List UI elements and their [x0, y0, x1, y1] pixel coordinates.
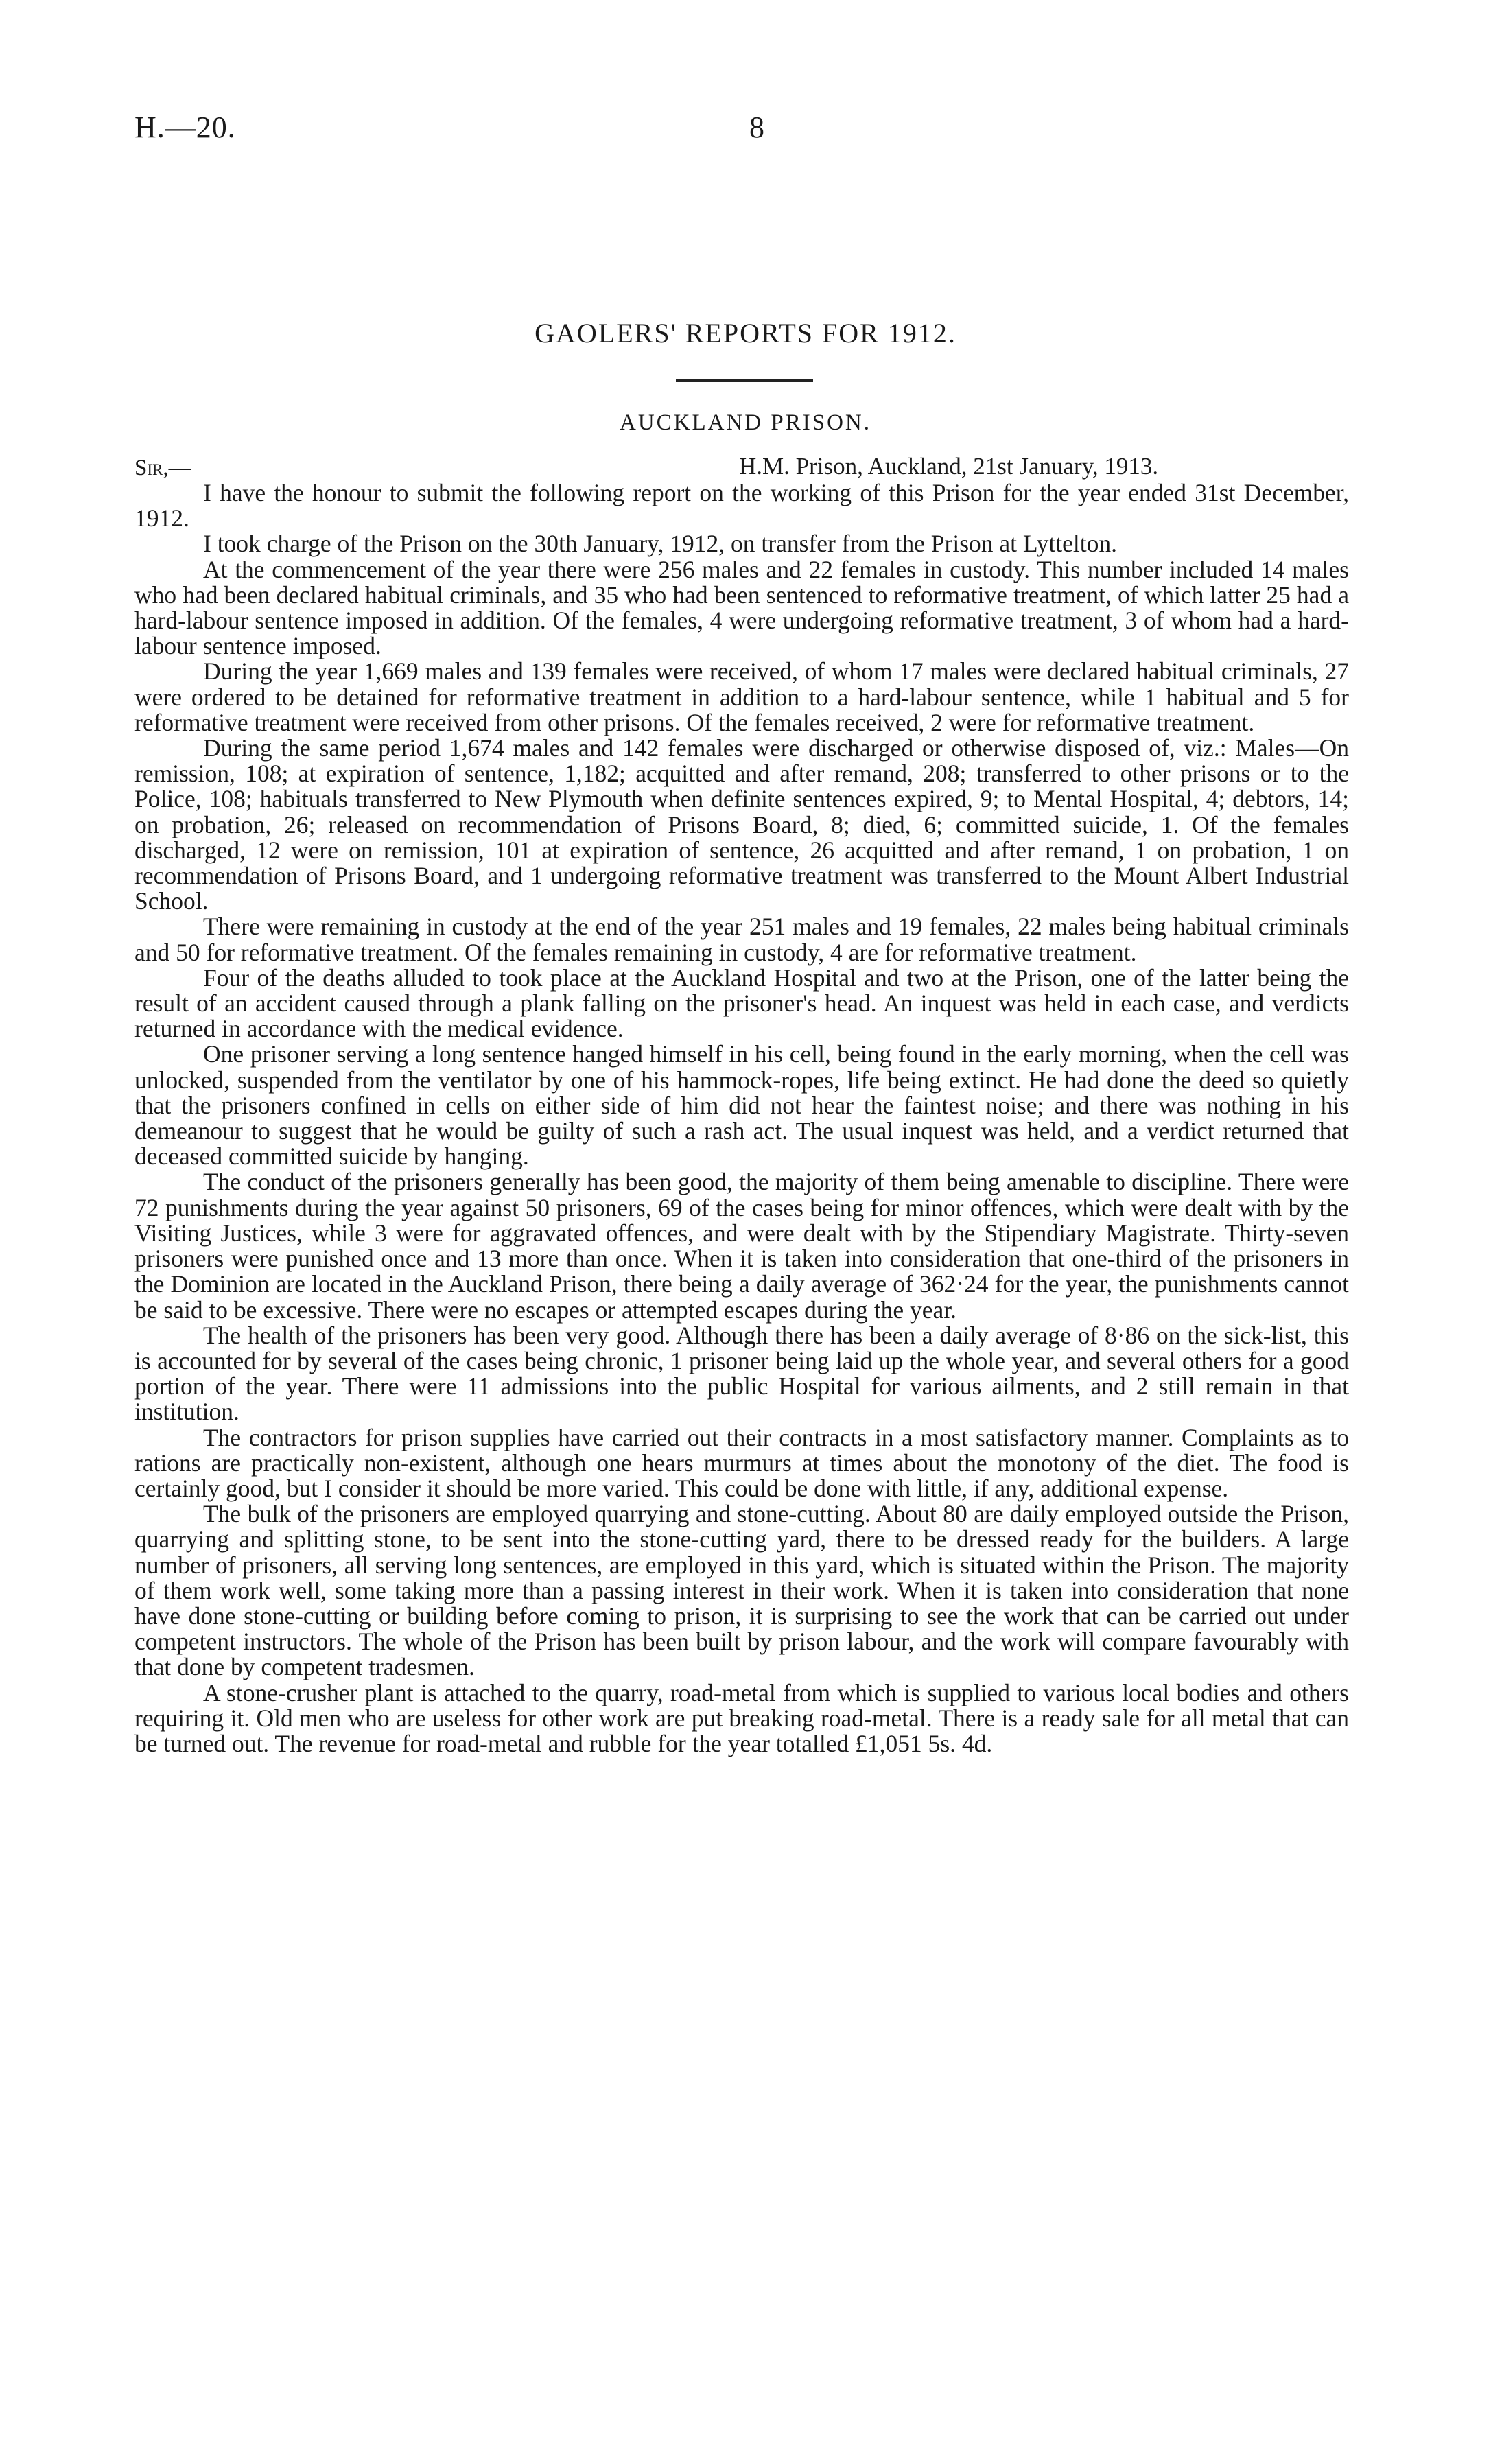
letter-salutation: Sir,— [134, 456, 191, 480]
paragraph: The conduct of the prisoners generally has been good, the majority of them being amenable to discipline. There were 72 punishments during the year against 50 prisoners, 69 of the cases being for minor offences, which were dealt with by the Visiting Justices, while 3 were for aggravated offences, and were dealt with by the Stipendiary Magistrate. Thirty-seven prisoners were punished once and 13 more than once. When it is taken into consideration that one-third of the prisoners in the Dominion are located in the Auckland Prison, there being a daily average of 362·24 for the year, the punishments cannot be said to be excessive. There were no escapes or attempted escapes during the year. [134, 1168, 1349, 1324]
letter-dateline: H.M. Prison, Auckland, 21st January, 1913. [739, 453, 1159, 480]
report-body [134, 480, 1349, 1757]
report-title: GAOLERS' REPORTS FOR 1912. [535, 318, 956, 349]
paragraph: One prisoner serving a long sentence hanged himself in his cell, being found in the early morning, when the cell was unlocked, suspended from the ventilator by one of his hammock-ropes, life being extinct. He had done the deed so quietly that the prisoners confined in cells on either side of him did not hear the faintest noise; and there was nothing in his demeanour to suggest that he would be guilty of such a rash act. The usual inquest was held, and a verdict returned that deceased committed suicide by hanging. [134, 1040, 1349, 1171]
paragraph: During the year 1,669 males and 139 females were received, of whom 17 males were declared habitual criminals, 27 were ordered to be detained for reformative treatment in addition to a hard-labour sentence, while 1 habitual and 5 for reformative treatment were received from other prisons. Of the females received, 2 were for reformative treatment. [134, 657, 1349, 736]
paragraph: Four of the deaths alluded to took place at the Auckland Hospital and two at the Prison, one of the latter being the result of an accident caused through a plank falling on the prisoner's head. An inquest was held in each case, and verdicts returned in accordance with the medical evidence. [134, 963, 1349, 1043]
document-reference: H.—20. [134, 110, 236, 144]
paragraph: At the commencement of the year there were 256 males and 22 females in custody. This number included 14 males who had been declared habitual criminals, and 35 who had been sentenced to reformative treatment, of which latter 25 had a hard-labour sentence imposed in addition. Of the females, 4 were undergoing reformative treatment, 3 of whom had a hard-labour sentence imposed. [134, 555, 1349, 660]
paragraph: I have the honour to submit the following report on the working of this Prison for the year ended 31st December, 1912. [134, 479, 1349, 532]
paragraph: The bulk of the prisoners are employed quarrying and stone-cutting. About 80 are daily employed outside the Prison, quarrying and splitting stone, to be sent into the stone-cutting yard, there to be dressed ready for the builders. A large number of prisoners, all serving long sentences, are employed in this yard, which is situated within the Prison. The majority of them work well, some taking more than a passing interest in their work. When it is taken into consideration that none have done stone-cutting or building before coming to prison, it is surprising to see the work that can be carried out under competent instructors. The whole of the Prison has been built by prison labour, and the work will compare favourably with that done by competent tradesmen. [134, 1500, 1349, 1681]
paragraph: During the same period 1,674 males and 142 females were discharged or otherwise disposed of, viz.: Males—On remission, 108; at expiration of sentence, 1,182; acquitted and after remand, 208; transferred to other prisons or to the Police, 108; habituals transferred to New Plymouth when definite sentences expired, 9; to Mental Hospital, 4; debtors, 14; on probation, 26; released on recommendation of Prisons Board, 8; died, 6; committed suicide, 1. Of the females discharged, 12 were on remission, 101 at expiration of sentence, 26 acquitted and after remand, 1 on probation, 1 on recommendation of Prisons Board, and 1 undergoing reformative treatment was transferred to the Mount Albert Industrial School. [134, 734, 1349, 915]
paragraph: The contractors for prison supplies have carried out their contracts in a most satisfactory manner. Complaints as to rations are practically non-existent, although one hears murmurs at times about the monotony of the diet. The food is certainly good, but I consider it should be more varied. This could be done with little, if any, additional expense. [134, 1423, 1349, 1502]
page-number: 8 [749, 110, 764, 144]
paragraph: The health of the prisoners has been very good. Although there has been a daily average of 8·86 on the sick-list, this is accounted for by several of the cases being chronic, 1 prisoner being laid up the whole year, and several others for a good portion of the year. There were 11 admissions into the public Hospital for various ailments, and 2 still remain in that institution. [134, 1321, 1349, 1426]
paragraph: I took charge of the Prison on the 30th January, 1912, on transfer from the Prison at Lyttelton. [203, 530, 1117, 558]
title-divider [676, 379, 813, 382]
paragraph: A stone-crusher plant is attached to the quarry, road-metal from which is supplied to various local bodies and others requiring it. Old men who are useless for other work are put breaking road-metal. There is a ready sale for all metal that can be turned out. The revenue for road-metal and rubble for the year totalled £1,051 5s. 4d. [134, 1678, 1349, 1757]
section-title: AUCKLAND PRISON. [619, 410, 872, 435]
paragraph: There were remaining in custody at the end of the year 251 males and 19 females, 22 males being habitual criminals and 50 for reformative treatment. Of the females remaining in custody, 4 are for reformative treatment. [134, 913, 1349, 966]
